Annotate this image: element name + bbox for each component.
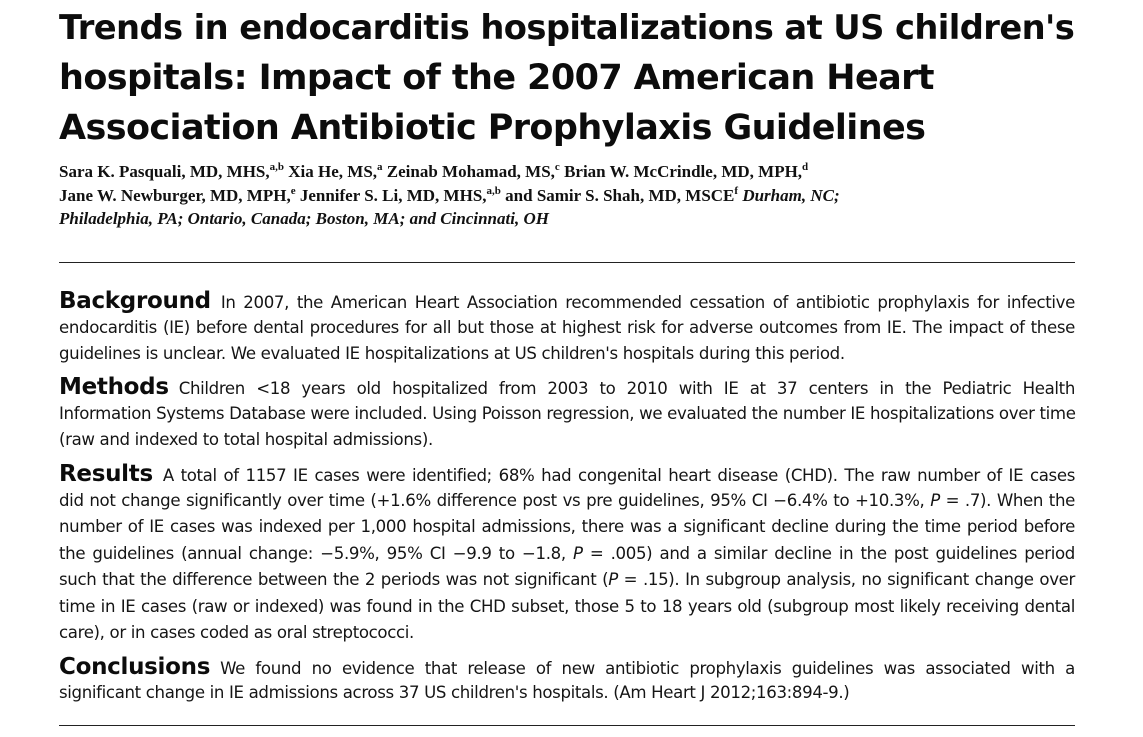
author-line-1 <box>59 160 1079 183</box>
background-line-1 <box>59 288 1075 316</box>
author-name: Xia He, MS, <box>288 162 378 181</box>
article-title-line-1: Trends in endocarditis hospitalizations at US children's <box>59 8 1075 47</box>
p-value-symbol: P <box>608 570 618 589</box>
results-line-1 <box>59 461 1075 489</box>
author-affiliation: e <box>290 185 296 197</box>
results-text: such that the difference between the 2 periods was not significant ( <box>59 570 609 589</box>
author-line-2 <box>59 184 1079 207</box>
results-line-2 <box>59 488 1075 514</box>
author-name: Brian W. McCrindle, MD, MPH, <box>564 162 803 181</box>
article-title-line-3: Association Antibiotic Prophylaxis Guidelines <box>59 108 926 148</box>
methods-line-2: Information Systems Database were included. Using Poisson regression, we evaluated the number IE hospitalizations over time <box>59 404 1076 423</box>
author-name: Jane W. Newburger, MD, MPH, <box>59 186 291 205</box>
conclusions-heading: Conclusions <box>59 654 211 680</box>
conclusions-line-2: significant change in IE admissions across 37 US children's hospitals. (Am Heart J 2012;163:894-9.) <box>59 683 850 702</box>
results-text: = .7). When the <box>939 491 1075 510</box>
top-divider <box>59 262 1075 263</box>
author-locations: Philadelphia, PA; Ontario, Canada; Boston, MA; and Cincinnati, OH <box>59 209 549 228</box>
background-line-2: endocarditis (IE) before dental procedures for all but those at highest risk for adverse outcomes from IE. The impact of these <box>59 318 1075 337</box>
article-title-line-2: hospitals: Impact of the 2007 American Heart <box>59 58 934 98</box>
author-affiliation: a <box>377 161 383 173</box>
author-locations-line-2 <box>59 207 1079 230</box>
results-text: A total of 1157 IE cases were identified; 68% had congenital heart disease (CHD). The raw number of IE cases <box>162 466 1075 485</box>
author-affiliation: f <box>734 185 739 197</box>
author-name: and Samir S. Shah, MD, MSCE <box>505 186 735 205</box>
author-affiliation: d <box>802 161 809 173</box>
p-value-symbol: P <box>930 491 940 510</box>
methods-line-3: (raw and indexed to total hospital admissions). <box>59 430 433 449</box>
results-text: did not change significantly over time (+1.6% difference post vs pre guidelines, 95% CI −6.4% to +10.3%, <box>59 491 925 510</box>
results-line-4 <box>59 541 1075 567</box>
background-heading: Background <box>59 288 211 314</box>
author-name: Sara K. Pasquali, MD, MHS, <box>59 162 270 181</box>
results-text: = .005) and a similar decline in the post guidelines period <box>582 544 1075 563</box>
methods-heading: Methods <box>59 374 169 400</box>
p-value-symbol: P <box>573 544 583 563</box>
author-name: Jennifer S. Li, MD, MHS, <box>299 186 487 205</box>
results-line-6: time in IE cases (raw or indexed) was found in the CHD subset, those 5 to 18 years old (subgroup most likely receiving dental <box>59 597 1075 616</box>
results-heading: Results <box>59 461 153 487</box>
author-affiliation: c <box>554 161 560 173</box>
methods-text: Children <18 years old hospitalized from 2003 to 2010 with IE at 37 centers in the Pediatric Health <box>178 379 1075 398</box>
author-affiliation: a,b <box>269 161 284 173</box>
results-text: the guidelines (annual change: −5.9%, 95% CI −9.9 to −1.8, <box>59 544 566 563</box>
results-line-3: number of IE cases was indexed per 1,000 hospital admissions, there was a significant decline during the time period before <box>59 517 1075 536</box>
author-affiliation: a,b <box>486 185 501 197</box>
bottom-divider <box>59 725 1075 726</box>
methods-line-1 <box>59 374 1075 402</box>
background-line-3: guidelines is unclear. We evaluated IE hospitalizations at US children's hospitals during this period. <box>59 344 845 363</box>
conclusions-text: We found no evidence that release of new antibiotic prophylaxis guidelines was associated with a <box>220 659 1075 678</box>
results-line-5 <box>59 567 1075 593</box>
results-line-7: care), or in cases coded as oral streptococci. <box>59 623 414 642</box>
conclusions-line-1 <box>59 654 1075 682</box>
author-name: Zeinab Mohamad, MS, <box>386 162 555 181</box>
author-locations: Durham, NC; <box>742 186 840 205</box>
results-text: = .15). In subgroup analysis, no significant change over <box>617 570 1076 589</box>
background-text: In 2007, the American Heart Association recommended cessation of antibiotic prophylaxis for infective <box>220 293 1075 312</box>
